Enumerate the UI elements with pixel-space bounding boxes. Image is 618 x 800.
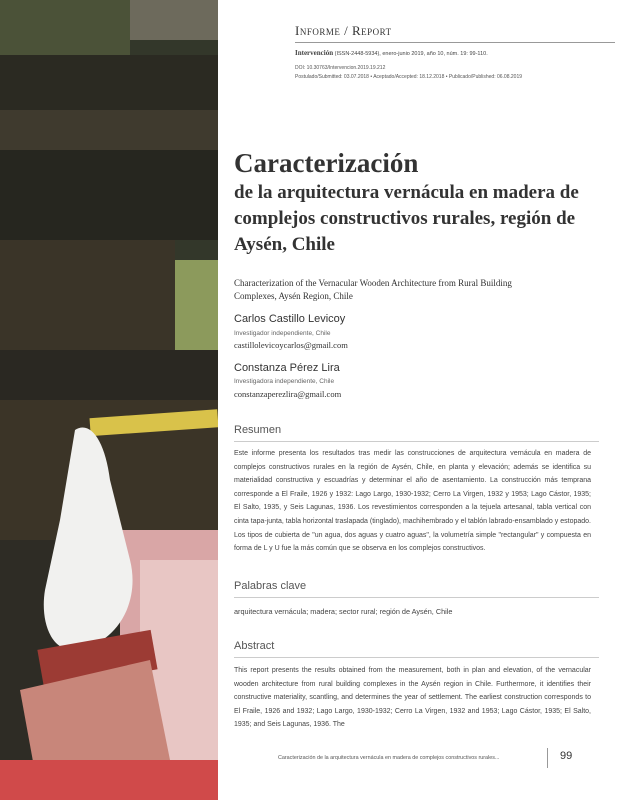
- author-email[interactable]: castillolevicoycarlos@gmail.com: [234, 340, 348, 350]
- author-name: Carlos Castillo Levicoy: [234, 313, 346, 325]
- resumen-text: Este informe presenta los resultados tras medir las construcciones de arquitectura vernácula en madera de complejos constructivos rurales en la región de Aysén, Chile, en planta y elevación; además se identifica su materialidad constructiva y escuadrías y determinar el año de asentamiento. La construcción más temprana corresponde a El Fraile, 1926 y 1932: Lago Largo, 1930-1932; Cerro La Virgen, 1932 y 1953; Lago Cástor, 1935; El Salto, 1935, y Seis Lagunas, 1936. Los revestimientos corresponden a la tejuela artesanal, tabla vertical con cinta tapa-junta, tabla horizontal traslapada (tinglado), machihembrado y el tablón labrado-ensamblado y estopado. Los tipos de cubierta de "un agua, dos aguas y cuatro aguas", la volumetría simple "rectangular" y compuesta en forma de L y U fue la más común que se observa en los complejos constructivos.: [234, 450, 591, 553]
- author-email[interactable]: constanzaperezlira@gmail.com: [234, 389, 342, 399]
- article-title-main: Caracterización: [234, 148, 419, 178]
- footer-running-title: Caracterización de la arquitectura vernácula en madera de complejos constructivos rurales...: [278, 755, 500, 761]
- abstract-rule: [234, 657, 599, 658]
- keywords-rule: [234, 597, 599, 598]
- cover-photo-illustration: [0, 0, 218, 800]
- doi-line: DOI: 10.30763/Intervencion.2019.19.212: [295, 65, 386, 71]
- cover-photo: [0, 0, 218, 800]
- citation-line: [295, 49, 488, 57]
- journal-name: Intervención: [295, 49, 334, 57]
- footer-rule: [547, 748, 548, 768]
- article-title-sub: de la arquitectura vernácula en madera de complejos constructivos rurales, región de Aysén, Chile: [234, 182, 579, 255]
- author-affiliation: Investigadora independiente, Chile: [234, 378, 335, 385]
- abstract-heading: Abstract: [234, 640, 275, 652]
- citation-details: (ISSN-2448-5934), enero-junio 2019, año 10, núm. 19: 99-110.: [334, 51, 488, 57]
- article-title-english: Characterization of the Vernacular Wooden Architecture from Rural Building Complexes, Aysén Region, Chile: [234, 278, 512, 301]
- keywords-text: arquitectura vernácula; madera; sector rural; región de Aysén, Chile: [234, 607, 453, 616]
- resumen-rule: [234, 441, 599, 442]
- page-number: 99: [560, 750, 573, 762]
- author-name: Constanza Pérez Lira: [234, 362, 340, 374]
- abstract-text: This report presents the results obtained from the measurement, both in plan and elevation, of the vernacular wooden architecture from rural building complexes in the Aysén region in Chile. Furthermore, it identifies their constructive materiality, scantling, and determines the year of settlement. The earliest construction corresponds to El Fraile, 1926 and 1932; Lago Largo, 1930-1932; Cerro La Virgen, 1932 and 1953; Lago Cástor, 1935; El Salto, 1935; and Seis Lagunas, 1936. The: [234, 667, 591, 729]
- dates-line: Postulado/Submitted: 03.07.2018 • Aceptado/Accepted: 18.12.2018 • Publicado/Published: 06.08.2019: [295, 74, 523, 80]
- section-kicker: Informe / Report: [295, 23, 392, 38]
- article-pane: [218, 0, 618, 800]
- kicker-rule: [295, 42, 615, 43]
- keywords-heading: Palabras clave: [234, 580, 307, 592]
- resumen-heading: Resumen: [234, 424, 282, 436]
- author-affiliation: Investigador independiente, Chile: [234, 330, 331, 337]
